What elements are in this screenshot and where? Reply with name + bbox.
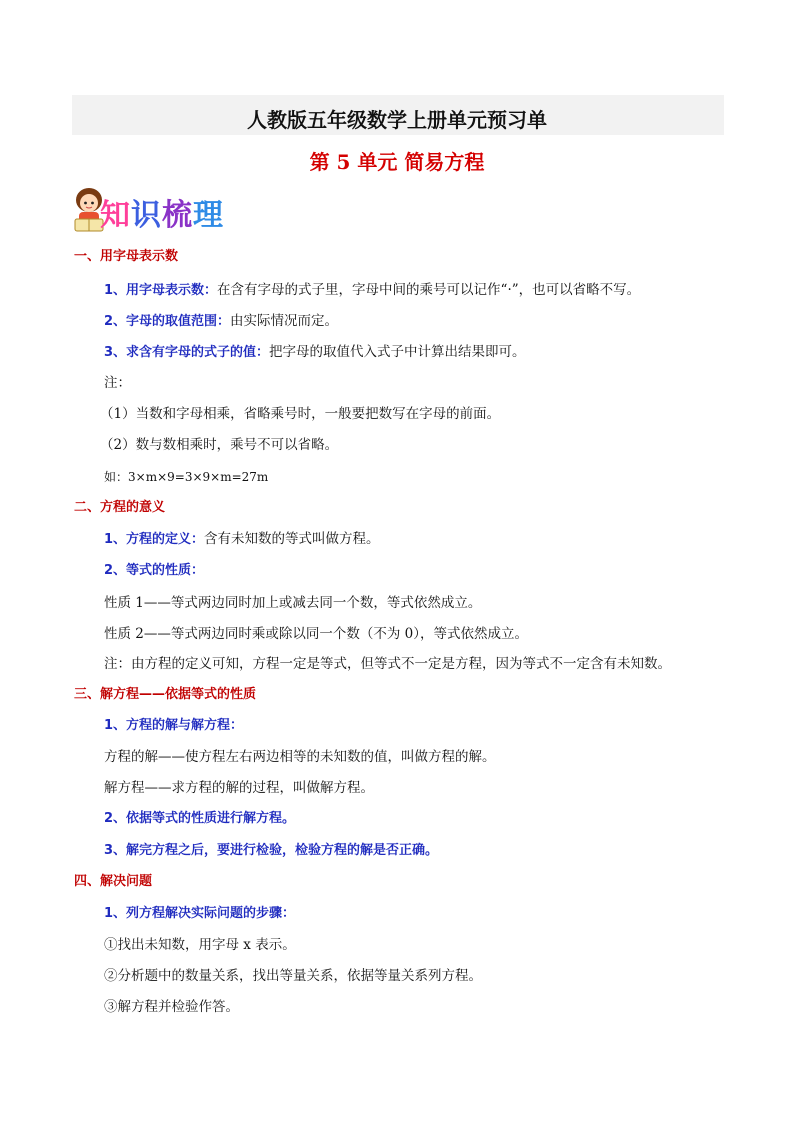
s1-item-1	[104, 281, 640, 300]
s1-item-1-key: 1、用字母表示数：	[104, 283, 218, 298]
s2-item-1-text: 含有未知数的等式叫做方程。	[204, 531, 380, 547]
s1-item-2-text: 由实际情况而定。	[230, 313, 339, 329]
s1-item-3	[104, 343, 526, 362]
banner-text	[100, 190, 224, 234]
s3-item-1-key: 1、方程的解与解方程：	[104, 718, 244, 733]
knowledge-banner	[72, 186, 272, 236]
section-4-heading: 四、解决问题	[74, 874, 153, 889]
s1-note-1: （1）当数和字母相乘，省略乘号时，一般要把数写在字母的前面。	[100, 406, 501, 422]
s3-item-2: 2、依据等式的性质进行解方程。	[104, 811, 296, 826]
s3-definition-1: 方程的解——使方程左右两边相等的未知数的值，叫做方程的解。	[104, 749, 496, 765]
banner-char-4: 理	[193, 198, 224, 233]
s2-property-2: 性质 2——等式两边同时乘或除以同一个数（不为 0），等式依然成立。	[104, 626, 529, 642]
banner-char-1: 知	[100, 198, 131, 233]
banner-char-2: 识	[131, 198, 162, 233]
s4-item-1-key: 1、列方程解决实际问题的步骤：	[104, 906, 296, 921]
unit-subtitle: 第 5 单元 简易方程	[309, 150, 485, 174]
s4-step-3: ③解方程并检验作答。	[104, 999, 239, 1015]
s2-item-2-key: 2、等式的性质：	[104, 563, 205, 578]
section-1-heading: 一、用字母表示数	[74, 249, 179, 264]
page-title: 人教版五年级数学上册单元预习单	[247, 108, 547, 132]
section-3-heading: 三、解方程——依据等式的性质	[74, 687, 257, 702]
s1-note-2: （2）数与数相乘时，乘号不可以省略。	[100, 437, 339, 453]
s1-item-2	[104, 312, 338, 331]
s3-item-3: 3、解完方程之后，要进行检验，检验方程的解是否正确。	[104, 843, 439, 858]
banner-char-3: 梳	[162, 198, 193, 233]
s3-definition-2: 解方程——求方程的解的过程，叫做解方程。	[104, 780, 374, 796]
s4-step-1: ①找出未知数，用字母 x 表示。	[104, 937, 296, 953]
s2-property-1: 性质 1——等式两边同时加上或减去同一个数，等式依然成立。	[104, 595, 482, 611]
section-2-heading: 二、方程的意义	[74, 500, 166, 515]
s1-item-3-text: 把字母的取值代入式子中计算出结果即可。	[269, 344, 526, 360]
s1-note-label: 注：	[104, 375, 131, 391]
s2-note: 注：由方程的定义可知，方程一定是等式，但等式不一定是方程，因为等式不一定含有未知数。	[104, 656, 671, 672]
s1-item-3-key: 3、求含有字母的式子的值：	[104, 345, 270, 360]
s2-item-1-key: 1、方程的定义：	[104, 532, 205, 547]
s1-item-1-text: 在含有字母的式子里，字母中间的乘号可以记作“·”，也可以省略不写。	[217, 282, 641, 298]
s1-example: 如：3×m×9=3×9×m=27m	[104, 470, 269, 484]
s1-item-2-key: 2、字母的取值范围：	[104, 314, 231, 329]
s4-step-2: ②分析题中的数量关系，找出等量关系，依据等量关系列方程。	[104, 968, 482, 984]
s2-item-1	[104, 530, 380, 549]
